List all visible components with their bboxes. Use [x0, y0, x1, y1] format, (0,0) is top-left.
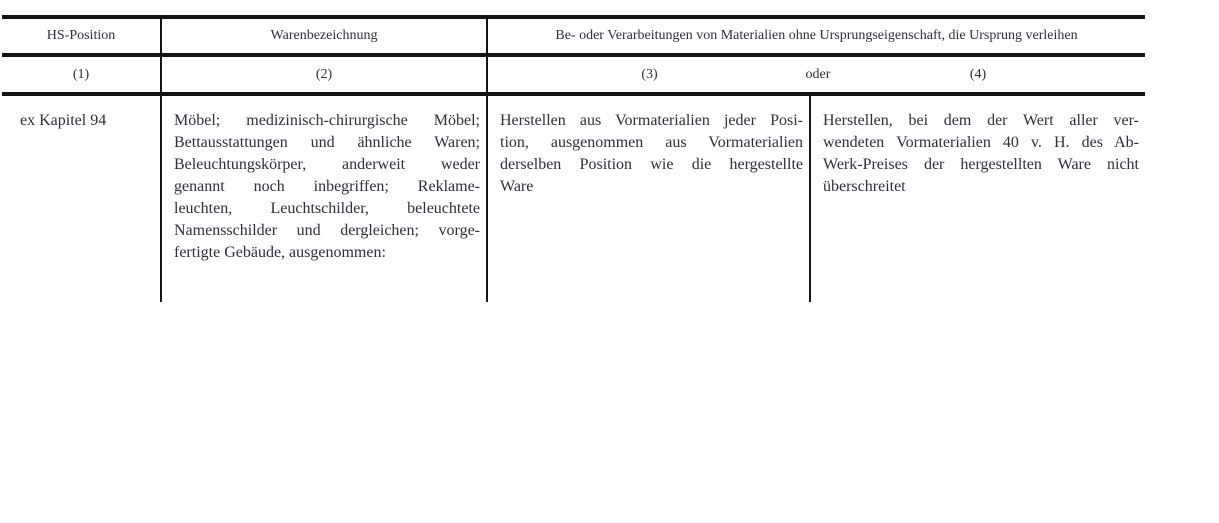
table-subheader-row: [2, 57, 1145, 92]
subheader-oder: oder: [805, 66, 831, 82]
text-line: leuchten, Leuchtschilder, beleuchtete: [174, 200, 480, 217]
header-hs-position: HS-Position: [2, 19, 162, 53]
text-line: derselben Position wie die hergestellte: [500, 156, 803, 173]
table-row: [2, 96, 1145, 302]
text-line: genannt noch inbegriffen; Reklame-: [174, 178, 480, 195]
text-line: Beleuchtungskörper, anderweit weder: [174, 156, 480, 173]
text-line: Werk-Preises der hergestellten Ware nicht: [823, 156, 1139, 173]
header-verarbeitungen: Be- oder Verarbeitungen von Materialien ohne Ursprungseigenschaft, die Ursprung verleihen: [555, 28, 1078, 43]
text-line: Möbel; medizinisch-chirurgische Möbel;: [174, 112, 480, 129]
cell-rule-col3: [488, 96, 811, 302]
text-line: Namensschilder und dergleichen; vorge-: [174, 222, 480, 239]
cell-hs-position: ex Kapitel 94: [2, 96, 162, 302]
text-line: Herstellen aus Vormaterialien jeder Posi-: [500, 112, 803, 129]
text-line: Herstellen, bei dem der Wert aller ver-: [823, 112, 1139, 129]
origin-rules-table: [2, 15, 1145, 302]
text-line: Bettausstattungen und ähnliche Waren;: [174, 134, 480, 151]
header-warenbezeichnung: Warenbezeichnung: [162, 19, 488, 53]
text-line: fertigte Gebäude, ausgenommen:: [174, 244, 386, 261]
subheader-col34: [488, 57, 1145, 92]
text-line: Ware: [500, 178, 534, 195]
subheader-col3: (3): [641, 66, 658, 82]
subheader-col2: (2): [162, 57, 488, 92]
cell-warenbezeichnung: [162, 96, 488, 302]
text-line: tion, ausgenommen aus Vormaterialien: [500, 134, 803, 151]
cell-rule-col4: [811, 96, 1145, 302]
subheader-col1: (1): [2, 57, 162, 92]
table-header-row: [2, 19, 1145, 53]
text-line: überschreitet: [823, 178, 906, 195]
text-line: wendeten Vormaterialien 40 v. H. des Ab-: [823, 134, 1139, 151]
subheader-col4: (4): [969, 66, 987, 82]
